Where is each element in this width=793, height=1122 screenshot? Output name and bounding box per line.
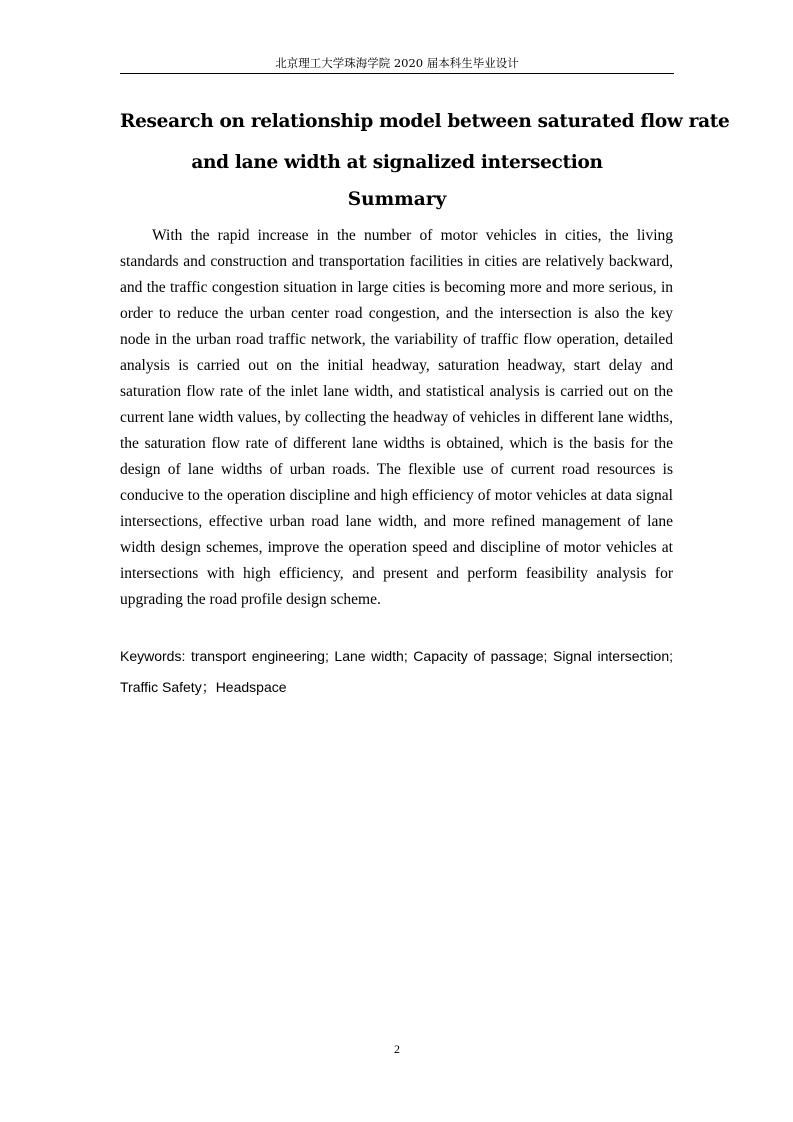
abstract-paragraph: With the rapid increase in the number of motor vehicles in cities, the living standards and construction and transportation facilities in cities are relatively backward, and the traffic congestion situation in large cities is becoming more and more serious, in order to reduce the urban center road congestion, and the intersection is also the key node in the urban road traffic network, the variability of traffic flow operation, detailed analysis is carried out on the initial headway, saturation headway, start delay and saturation flow rate of the inlet lane width, and statistical analysis is carried out on the current lane width values, by collecting the headway of vehicles in different lane widths, the saturation flow rate of different lane widths is obtained, which is the basis for the design of lane widths of urban roads. The flexible use of current road resources is conducive to the operation discipline and high efficiency of motor vehicles at data signal intersections, effective urban road lane width, and more refined management of lane width design schemes, improve the operation speed and discipline of motor vehicles at intersections with high efficiency, and present and perform feasibility analysis for upgrading the road profile design scheme.	[120, 227, 673, 608]
paper-title-line-2: and lane width at signalized intersection	[191, 152, 603, 173]
header-rule	[120, 73, 674, 74]
paper-title-line-1: Research on relationship model between saturated flow rate	[120, 111, 730, 132]
summary-heading: Summary	[347, 189, 447, 210]
running-header: 北京理工大学珠海学院 2020 届本科生毕业设计	[275, 56, 519, 70]
paper-title	[120, 101, 730, 183]
page-number: 2	[394, 1042, 400, 1056]
keywords-line: Keywords: transport engineering; Lane width; Capacity of passage; Signal intersection; Traffic Safety；Headspace	[120, 648, 673, 695]
